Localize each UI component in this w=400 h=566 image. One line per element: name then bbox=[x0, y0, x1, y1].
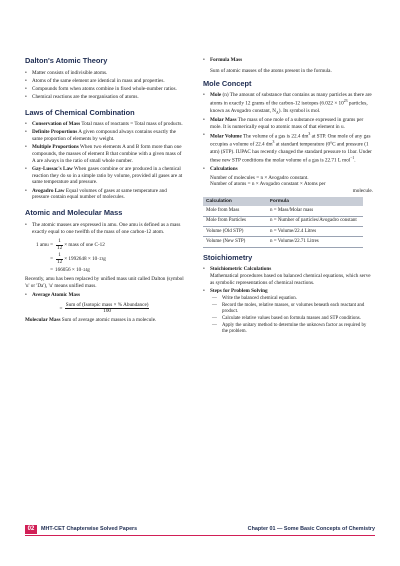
list-item bbox=[25, 144, 185, 165]
mole-concept-heading: Mole Concept bbox=[203, 78, 252, 88]
step-item: — Write the balanced chemical equation. bbox=[210, 296, 373, 303]
page-number-badge: 02 bbox=[25, 525, 37, 534]
eq2-lhs: = bbox=[50, 255, 53, 262]
table-cell: n = Volume/22.4 Litres bbox=[267, 226, 363, 236]
mole-sub: A bbox=[276, 110, 279, 115]
left-column bbox=[25, 57, 185, 323]
table-row bbox=[203, 226, 363, 236]
list-item bbox=[203, 92, 373, 115]
dalton-list bbox=[25, 70, 185, 101]
list-item bbox=[203, 57, 373, 64]
avg-fraction bbox=[65, 303, 150, 315]
molar-vol-text4: . bbox=[354, 157, 356, 164]
stoichiometry-heading: Stoichiometry bbox=[203, 252, 253, 262]
molar-mass-text: The mass of one mole of a substance expressed in grams per mole. It is numerically equal to atomic mass of that element in u. bbox=[210, 116, 364, 130]
steps-term: Steps for Problem Solving bbox=[210, 288, 268, 295]
stoich-calc-term: Stoichiometric Calculations bbox=[210, 266, 272, 273]
list-item bbox=[25, 166, 185, 187]
step-item: — Apply the unitary method to determine the unknown factor as required by the problem. bbox=[210, 323, 373, 336]
table-header-row bbox=[203, 197, 363, 206]
eq2-num: 1 bbox=[58, 252, 61, 259]
mole-term: Mole bbox=[210, 92, 222, 99]
table-cell: Mole from Particles bbox=[203, 216, 267, 226]
laws-list bbox=[25, 121, 185, 201]
formula-mass-list bbox=[203, 57, 373, 64]
molecular-mass-term: Molecular Mass bbox=[25, 316, 61, 323]
list-item bbox=[25, 292, 185, 299]
table-cell: Mole from Mass bbox=[203, 206, 267, 216]
book-title: MHT-CET Chapterwise Solved Papers bbox=[41, 526, 138, 532]
law-text: When gases combine or are produced in a chemical reaction they do so in a simple ratio by volume, provided all gases are at same temperature and pressure. bbox=[32, 165, 183, 186]
step-item: — Calculate relative values based on formula masses and STP conditions. bbox=[210, 316, 373, 323]
mole-formula-table bbox=[203, 197, 363, 248]
column-header: Calculation bbox=[203, 197, 267, 206]
molar-vol-exp3: −1 bbox=[350, 155, 355, 160]
eq3-lhs: = bbox=[50, 267, 53, 274]
chapter-title: Chapter 01 — Some Basic Concepts of Chemistry bbox=[247, 526, 375, 532]
eq1-den: 12 bbox=[57, 244, 63, 251]
molar-vol-exp2: 3 bbox=[272, 140, 275, 145]
law-text: Equal volumes of gases at same temperature and pressure contain equal number of molecules. bbox=[32, 187, 167, 201]
law-text: When two elements A and B form more than one compounds, the masses of element B that combine with a given mass of A are always in the ratio of small whole number. bbox=[32, 143, 182, 164]
molar-volume-term: Molar Volume bbox=[210, 133, 242, 140]
formula-mass-text: Sum of atomic masses of the atoms present in the formula. bbox=[210, 67, 332, 74]
right-column bbox=[203, 57, 373, 340]
mole-text: The amount of substance that contains as many particles as there are atoms in exactly 12 grams of the carbon-12 isotopes (6.022 × 10 bbox=[210, 92, 372, 107]
avg-den: 100 bbox=[65, 308, 150, 314]
list-item: • Compounds form when atoms combine in fixed whole-number ratios. bbox=[25, 86, 185, 93]
table-row bbox=[203, 216, 363, 226]
eq3-exp: −24 bbox=[81, 268, 88, 273]
table-cell: Volume (New STP) bbox=[203, 237, 267, 247]
formula-mass-term: Formula Mass bbox=[210, 57, 243, 63]
calc-line: Number of molecules = n × Avogadro constant. bbox=[210, 174, 309, 181]
eq1-lhs: 1 amu = bbox=[35, 242, 53, 249]
eq1-num: 1 bbox=[58, 238, 61, 245]
calc-line: Number of atoms = n × Avogadro constant × Atoms per bbox=[210, 181, 326, 188]
molecular-mass-text: Sum of average atomic masses in a molecule. bbox=[60, 316, 157, 323]
list-item bbox=[203, 132, 373, 165]
law-term: Multiple Proportions bbox=[32, 143, 79, 150]
dalton-heading: Dalton's Atomic Theory bbox=[25, 56, 108, 65]
stoich-list bbox=[203, 266, 373, 336]
molar-vol-text: The volume of a gas is 22.4 dm bbox=[241, 133, 309, 140]
list-item bbox=[203, 166, 373, 173]
avg-mass-list bbox=[25, 292, 185, 299]
molar-vol-text3: at standard temperature (0°C and pressure (1 atm) (STP). IUPAC has recently changed the standard pressure to 1bar. Under these new STP conditions the molar volume of a gas is 22.71 L mol bbox=[210, 142, 372, 164]
table-cell: n = Number of particles/Avogadro constant bbox=[267, 216, 363, 226]
list-item bbox=[25, 121, 185, 128]
list-item bbox=[203, 288, 373, 336]
table-row bbox=[203, 206, 363, 216]
table-cell: n = Volume/22.71 Litres bbox=[267, 237, 363, 247]
laws-heading: Laws of Chemical Combination bbox=[25, 107, 135, 117]
atomic-list bbox=[25, 222, 185, 236]
table-row bbox=[203, 237, 363, 247]
list-item: • Atoms of the same element are identical in mass and properties. bbox=[25, 78, 185, 85]
table-cell: Volume (Old STP) bbox=[203, 226, 267, 236]
eq3-val: 166056 × 10 bbox=[55, 267, 82, 274]
footer-rule bbox=[25, 535, 375, 536]
list-item bbox=[25, 188, 185, 202]
eq2-exp: −23 bbox=[97, 256, 104, 261]
list-item: • The atomic masses are expressed in amu. One amu is defined as a mass exactly equal to one twelfth of the mass of one carbon-12 atom. bbox=[25, 222, 185, 236]
avg-mass-equation bbox=[25, 303, 185, 315]
eq3-unit: g bbox=[87, 267, 90, 274]
calculations-block bbox=[203, 175, 373, 196]
step-item: — Record the moles, relative masses, or volumes beneath each reactant and product. bbox=[210, 303, 373, 316]
calc-line: molecule. bbox=[352, 188, 373, 195]
eq2-den: 12 bbox=[57, 258, 63, 265]
law-term: Conservation of Mass bbox=[32, 121, 81, 128]
mole-exp: 23 bbox=[343, 99, 348, 104]
mole-list bbox=[203, 92, 373, 172]
molecular-mass-para bbox=[25, 317, 185, 324]
dalton-unit-note: Recently, amu has been replaced by unified mass unit called Dalton (symbol 'u' or 'Da'), 'u' means unified mass. bbox=[25, 276, 184, 289]
list-item bbox=[25, 129, 185, 143]
steps-list bbox=[210, 296, 373, 336]
avg-lhs: = bbox=[59, 305, 63, 312]
mole-symbol: (n) bbox=[221, 92, 229, 99]
amu-equation bbox=[25, 239, 185, 274]
list-item: • Chemical reactions are the reorganisation of atoms. bbox=[25, 94, 185, 101]
column-header: Formula bbox=[267, 197, 363, 206]
law-text: A given compound always contains exactly the same proportion of elements by weight. bbox=[32, 129, 176, 142]
avg-num: Sum of (Isotopic mass × % Abundance) bbox=[65, 301, 149, 308]
law-term: Definite Proportions bbox=[32, 129, 78, 136]
molar-vol-exp: 3 bbox=[308, 131, 311, 136]
mole-text2: particles, known as Avogadro constant, N bbox=[210, 100, 368, 114]
eq2-unit: g bbox=[103, 255, 106, 262]
law-text: Total mass of reactants = Total mass of products. bbox=[80, 121, 183, 128]
molar-vol-text2: at STP. One mole of any gas occupies a volume of 22.4 dm bbox=[210, 133, 371, 149]
molar-mass-term: Molar Mass bbox=[210, 116, 237, 123]
law-term: Gay-Lussac's Law bbox=[32, 165, 73, 172]
eq1-rhs: × mass of one C-12 bbox=[64, 242, 105, 249]
eq2-rhs: × 1992648 × 10 bbox=[64, 255, 98, 262]
avg-mass-term: Average Atomic Mass bbox=[32, 291, 81, 298]
eq2-fraction bbox=[56, 253, 63, 265]
list-item: • Matter consists of indivisible atoms. bbox=[25, 70, 185, 77]
stoich-calc-text: Mathematical procedures based on balanced chemical equations, which serve as symbolic representations of chemical reactions. bbox=[210, 273, 371, 287]
table-cell: n = Mass/Molar mass bbox=[267, 206, 363, 216]
list-item bbox=[203, 117, 373, 131]
mole-text3: ). Its symbol is mol. bbox=[278, 107, 321, 114]
atomic-mass-heading: Atomic and Molecular Mass bbox=[25, 208, 123, 218]
list-item bbox=[203, 266, 373, 287]
eq1-fraction bbox=[56, 239, 63, 251]
page-footer bbox=[25, 525, 375, 535]
law-term: Avogadro Law bbox=[32, 187, 65, 194]
calculations-term: Calculations bbox=[210, 165, 238, 172]
